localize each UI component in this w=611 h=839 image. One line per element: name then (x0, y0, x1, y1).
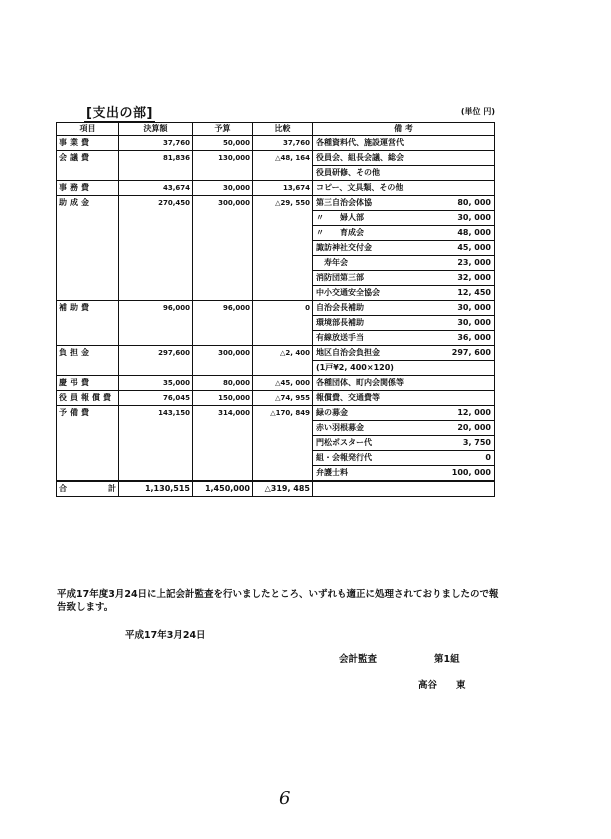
note-amount: 36, 000 (457, 333, 491, 342)
note-amount: 23, 000 (457, 258, 491, 267)
section-title: [支出の部] (84, 102, 155, 122)
note-amount: 30, 000 (457, 318, 491, 327)
row-note (313, 346, 495, 376)
row-diff: △48, 164 (253, 151, 313, 181)
note-line (313, 436, 494, 451)
row-budget: 150,000 (193, 391, 253, 406)
note-line (313, 361, 494, 375)
row-note (313, 391, 495, 406)
row-diff: △2, 400 (253, 346, 313, 376)
auditor-group: 第1組 (434, 654, 460, 665)
row-actual: 297,600 (119, 346, 193, 376)
row-budget: 80,000 (193, 376, 253, 391)
table-header-row (57, 123, 495, 136)
total-label-left: 合 (59, 484, 67, 493)
note-amount: 100, 000 (451, 468, 491, 477)
row-item: 助成金 (57, 196, 119, 301)
note-text: 有線放送手当 (316, 333, 364, 342)
row-item: 予備費 (57, 406, 119, 482)
note-text: 消防団第三部 (316, 273, 364, 282)
note-text: 寿年会 (316, 258, 348, 267)
note-amount: 80, 000 (457, 198, 491, 207)
note-text: 各種団体、町内会関係等 (316, 378, 404, 387)
header-actual: 決算額 (119, 123, 193, 136)
note-text: (1戸¥2, 400×120) (316, 363, 394, 372)
table-row (57, 151, 495, 181)
note-text: 各種資料代、施設運営代 (316, 138, 404, 147)
note-text: 〃 育成会 (316, 228, 364, 237)
note-text: 役員会、組長会議、総会 (316, 153, 404, 162)
note-line (313, 166, 494, 180)
note-amount: 45, 000 (457, 243, 491, 252)
note-line (313, 301, 494, 316)
note-line (313, 151, 494, 166)
row-diff: △170, 849 (253, 406, 313, 482)
note-line (313, 196, 494, 211)
note-line (313, 331, 494, 345)
total-diff: △319, 485 (253, 481, 313, 497)
row-note (313, 136, 495, 151)
unit-label: (単位 円) (460, 107, 495, 116)
note-line (313, 181, 494, 195)
row-actual: 143,150 (119, 406, 193, 482)
note-text: 中小交通安全協会 (316, 288, 380, 297)
total-row (57, 481, 495, 497)
note-text: 弁護士料 (316, 468, 348, 477)
note-amount: 12, 450 (457, 288, 491, 297)
row-note (313, 301, 495, 346)
total-label (57, 481, 119, 497)
row-diff: 37,760 (253, 136, 313, 151)
note-text: 環境部長補助 (316, 318, 364, 327)
note-amount: 30, 000 (457, 303, 491, 312)
total-note (313, 481, 495, 497)
note-text: 役員研修、その他 (316, 168, 380, 177)
note-amount: 48, 000 (457, 228, 491, 237)
row-budget: 300,000 (193, 346, 253, 376)
table-row (57, 181, 495, 196)
auditor-title: 会計監査 (339, 654, 378, 665)
row-budget: 96,000 (193, 301, 253, 346)
total-budget: 1,450,000 (193, 481, 253, 497)
auditor-name: 高谷 東 (418, 680, 466, 691)
row-actual: 96,000 (119, 301, 193, 346)
note-amount: 297, 600 (451, 348, 491, 357)
note-amount: 3, 750 (462, 438, 491, 447)
row-item: 役員報償費 (57, 391, 119, 406)
row-budget: 30,000 (193, 181, 253, 196)
note-text: 組・会報発行代 (316, 453, 372, 462)
note-text: 自治会長補助 (316, 303, 364, 312)
note-text: 〃 婦人部 (316, 213, 364, 222)
note-amount: 12, 000 (457, 408, 491, 417)
row-actual: 35,000 (119, 376, 193, 391)
note-line (313, 406, 494, 421)
note-line (313, 256, 494, 271)
row-item: 補助費 (57, 301, 119, 346)
row-note (313, 376, 495, 391)
row-diff: △45, 000 (253, 376, 313, 391)
header-diff: 比較 (253, 123, 313, 136)
row-item: 事務費 (57, 181, 119, 196)
note-text: 諏訪神社交付金 (316, 243, 372, 252)
row-diff: △29, 550 (253, 196, 313, 301)
row-note (313, 196, 495, 301)
note-line (313, 211, 494, 226)
row-actual: 81,836 (119, 151, 193, 181)
row-budget: 130,000 (193, 151, 253, 181)
row-item: 事業費 (57, 136, 119, 151)
row-diff: 13,674 (253, 181, 313, 196)
note-line (313, 226, 494, 241)
note-text: 地区自治会負担金 (316, 348, 380, 357)
note-line (313, 376, 494, 390)
note-line (313, 271, 494, 286)
row-note (313, 151, 495, 181)
table-row (57, 136, 495, 151)
note-text: 報償費、交通費等 (316, 393, 380, 402)
note-line (313, 466, 494, 480)
row-actual: 37,760 (119, 136, 193, 151)
note-line (313, 316, 494, 331)
note-amount: 30, 000 (457, 213, 491, 222)
header-item: 項目 (57, 123, 119, 136)
total-actual: 1,130,515 (119, 481, 193, 497)
total-label-right: 計 (108, 484, 116, 493)
header-note: 備 考 (313, 123, 495, 136)
table-row (57, 406, 495, 482)
header-budget: 予算 (193, 123, 253, 136)
note-text: 第三自治会体協 (316, 198, 372, 207)
table-row (57, 391, 495, 406)
note-amount: 32, 000 (457, 273, 491, 282)
note-line (313, 451, 494, 466)
table-row (57, 376, 495, 391)
table-row (57, 301, 495, 346)
note-line (313, 346, 494, 361)
note-amount: 20, 000 (457, 423, 491, 432)
row-diff: △74, 955 (253, 391, 313, 406)
note-amount: 0 (485, 453, 491, 462)
expense-table (56, 122, 495, 497)
row-budget: 314,000 (193, 406, 253, 482)
row-note (313, 181, 495, 196)
note-line (313, 241, 494, 256)
note-text: 赤い羽根募金 (316, 423, 364, 432)
note-text: 緑の募金 (316, 408, 348, 417)
note-line (313, 391, 494, 405)
note-line (313, 136, 494, 150)
row-diff: 0 (253, 301, 313, 346)
row-item: 慶弔費 (57, 376, 119, 391)
row-item: 会議費 (57, 151, 119, 181)
note-line (313, 421, 494, 436)
row-budget: 50,000 (193, 136, 253, 151)
note-text: コピー、文具類、その他 (316, 183, 404, 192)
table-row (57, 196, 495, 301)
audit-date: 平成17年3月24日 (125, 630, 206, 641)
row-actual: 76,045 (119, 391, 193, 406)
row-actual: 43,674 (119, 181, 193, 196)
row-actual: 270,450 (119, 196, 193, 301)
table-row (57, 346, 495, 376)
note-text: 門松ポスター代 (316, 438, 372, 447)
row-budget: 300,000 (193, 196, 253, 301)
audit-statement: 平成17年度3月24日に上記会計監査を行いましたところ、いずれも適正に処理されておりましたので報告致します。 (57, 589, 499, 613)
page-number: 6 (279, 788, 291, 809)
note-line (313, 286, 494, 300)
row-note (313, 406, 495, 482)
row-item: 負担金 (57, 346, 119, 376)
